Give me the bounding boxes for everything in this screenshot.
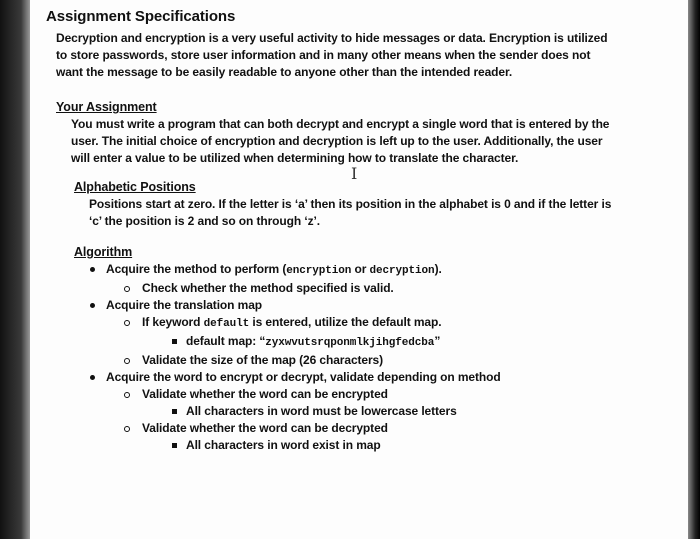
hollow-bullet-icon [124,320,130,326]
list-item [90,261,676,297]
assignment-line: You must write a program that can both decrypt and encrypt a single word that is entered by the [71,117,610,131]
code-text: default [203,318,250,330]
algorithm-section [74,244,676,454]
alphabetic-heading: Alphabetic Positions [74,180,196,194]
item-text: ). [434,262,442,276]
sub-list-item [124,314,676,352]
sub-list [124,280,676,297]
sub-list-item [124,280,676,297]
hollow-bullet-icon [124,286,130,292]
right-shadow-edge [688,0,700,539]
sub-sub-list-item [172,333,676,352]
hollow-bullet-icon [124,426,130,432]
square-bullet-icon [172,409,177,414]
bullet-icon [90,375,95,380]
left-shadow-edge [0,0,30,539]
code-text: zyxwvutsrqponmlkjihgfedcba [265,337,435,349]
intro-line: Decryption and encryption is a very useful activity to hide messages or data. Encryption is utilized [56,31,608,45]
assignment-line: user. The initial choice of encryption and decryption is left up to the user. Additionally, the user [71,134,603,148]
square-bullet-icon [172,339,177,344]
sub-list-item [124,386,676,420]
algorithm-list [90,261,676,454]
item-text: Validate whether the word can be encrypted [142,387,388,401]
bullet-icon [90,303,95,308]
alphabetic-line: Positions start at zero. If the letter is ‘a’ then its position in the alphabet is 0 and if the letter is [89,197,612,211]
algorithm-heading: Algorithm [74,245,133,259]
page-title: Assignment Specifications [46,8,236,25]
bullet-icon [90,267,95,272]
code-text: encryption [286,265,352,277]
hollow-bullet-icon [124,392,130,398]
item-text: Validate the size of the map (26 characters) [142,353,384,367]
item-text: Acquire the method to perform ( [106,262,287,276]
assignment-section [56,99,676,167]
assignment-heading: Your Assignment [56,100,157,114]
intro-line: to store passwords, store user information and in many other means when the sender does not [56,48,591,62]
item-text: or [351,262,370,276]
hollow-bullet-icon [124,358,130,364]
alphabetic-body [89,196,676,230]
sub-list-item [124,352,676,369]
item-text: Check whether the method specified is valid. [142,281,394,295]
item-text: default map: “ [186,334,266,348]
sub-sub-list-item [172,437,676,454]
sub-sub-list [172,333,676,352]
square-bullet-icon [172,443,177,448]
item-text: If keyword [142,315,204,329]
list-item [90,369,676,454]
text-cursor-icon: I [351,164,358,183]
alphabetic-line: ‘c’ the position is 2 and so on through ‘z’. [89,214,320,228]
list-item [90,297,676,369]
sub-sub-list [172,403,676,420]
sub-sub-list-item [172,403,676,420]
code-text: decryption [369,265,435,277]
item-text: All characters in word must be lowercase letters [186,404,457,418]
intro-line: want the message to be easily readable to anyone other than the intended reader. [56,65,513,79]
item-text: Acquire the translation map [106,298,262,312]
sub-list [124,314,676,369]
assignment-body [71,116,676,167]
document-content [46,8,676,454]
item-text: Validate whether the word can be decrypted [142,421,388,435]
item-text: Acquire the word to encrypt or decrypt, validate depending on method [106,370,501,384]
document-page [30,0,688,539]
sub-sub-list [172,437,676,454]
alphabetic-section [74,179,676,230]
item-text: ” [434,334,441,348]
sub-list-item [124,420,676,454]
item-text: All characters in word exist in map [186,438,381,452]
assignment-line: will enter a value to be utilized when determining how to translate the character. [71,151,519,165]
intro-paragraph [56,30,676,81]
sub-list [124,386,676,454]
item-text: is entered, utilize the default map. [249,315,442,329]
